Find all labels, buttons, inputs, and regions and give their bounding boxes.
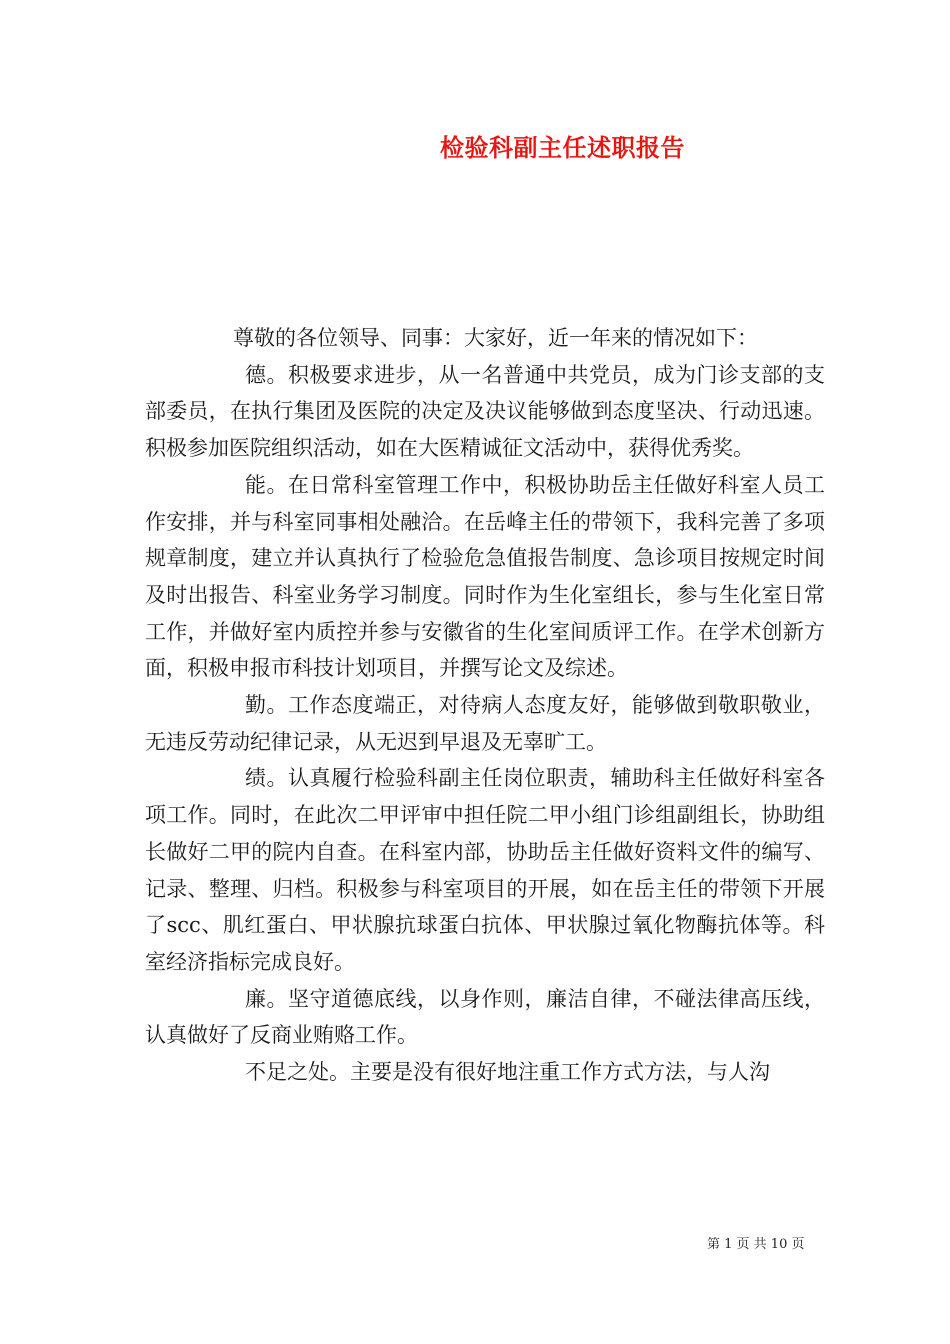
salutation-paragraph: 尊敬的各位领导、同事：大家好，近一年来的情况如下： [233, 326, 758, 350]
paragraph-de: 德。积极要求进步，从一名普通中共党员，成为门诊支部的支部委员，在执行集团及医院的决定及决议能够做到态度坚决、行动迅速。积极参加医院组织活动，如在大医精诚征文活动中，获得优秀奖。 [145, 362, 825, 461]
paragraph-shortcomings: 不足之处。主要是没有很好地注重工作方式方法，与人沟 [245, 1060, 770, 1085]
document-title: 检验科副主任述职报告 [440, 133, 685, 162]
paragraph-ji: 绩。认真履行检验科副主任岗位职责，辅助科主任做好科室各项工作。同时，在此次二甲评审中担任院二甲小组门诊组副组长，协助组长做好二甲的院内自查。在科室内部，协助岳主任做好资料文件的编写、记录、整理、归档。积极参与科室项目的开展，如在岳主任的带领下开展了scc、肌红蛋白、甲状腺抗球蛋白抗体、甲状腺过氧化物酶抗体等。科室经济指标完成良好。 [145, 766, 825, 974]
paragraph-neng: 能。在日常科室管理工作中，积极协助岳主任做好科室人员工作安排，并与科室同事相处融洽。在岳峰主任的带领下，我科完善了多项规章制度，建立并认真执行了检验危急值报告制度、急诊项目按规定时间及时出报告、科室业务学习制度。同时作为生化室组长，参与生化室日常工作，并做好室内质控并参与安徽省的生化室间质评工作。在学术创新方面，积极申报市科技计划项目，并撰写论文及综述。 [145, 472, 825, 681]
paragraph-qin: 勤。工作态度端正，对待病人态度友好，能够做到敬职敬业，无违反劳动纪律记录，从无迟到早退及无辜旷工。 [145, 693, 825, 754]
page-number-footer: 第 1 页 共 10 页 [707, 1237, 805, 1252]
paragraph-lian: 廉。坚守道德底线，以身作则，廉洁自律，不碰法律高压线，认真做好了反商业贿赂工作。 [145, 986, 825, 1048]
document-body [145, 320, 825, 1091]
